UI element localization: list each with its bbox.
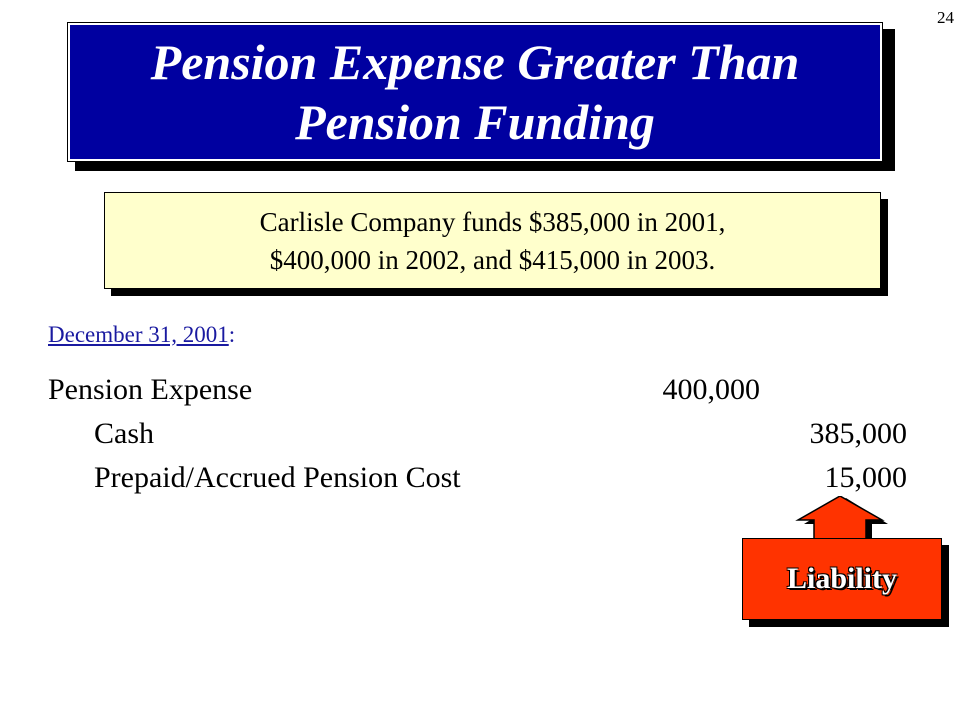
credit-amount: 385,000: [809, 417, 907, 450]
info-line-1: Carlisle Company funds $385,000 in 2001,: [259, 206, 726, 237]
title-banner: [68, 23, 882, 161]
entry-date: [48, 322, 235, 348]
journal-row: [48, 456, 928, 500]
title-line-2: Pension Funding: [295, 94, 655, 150]
credit-amount: 15,000: [824, 461, 907, 494]
journal-row: [48, 412, 928, 456]
title-line-1: Pension Expense Greater Than: [150, 34, 800, 90]
liability-callout: [742, 538, 942, 620]
date-suffix: :: [228, 322, 236, 347]
account-name: Pension Expense: [48, 373, 253, 406]
callout-label: Liability: [786, 562, 898, 595]
info-box: [104, 192, 881, 289]
page-number: 24: [937, 8, 954, 27]
info-line-2: $400,000 in 2002, and $415,000 in 2003.: [269, 244, 716, 275]
debit-amount: 400,000: [662, 373, 760, 406]
account-name: Prepaid/Accrued Pension Cost: [94, 461, 461, 494]
journal-row: [48, 368, 928, 412]
account-name: Cash: [94, 417, 154, 450]
date-link[interactable]: December 31, 2001: [48, 322, 229, 347]
journal-entry: [48, 368, 928, 500]
